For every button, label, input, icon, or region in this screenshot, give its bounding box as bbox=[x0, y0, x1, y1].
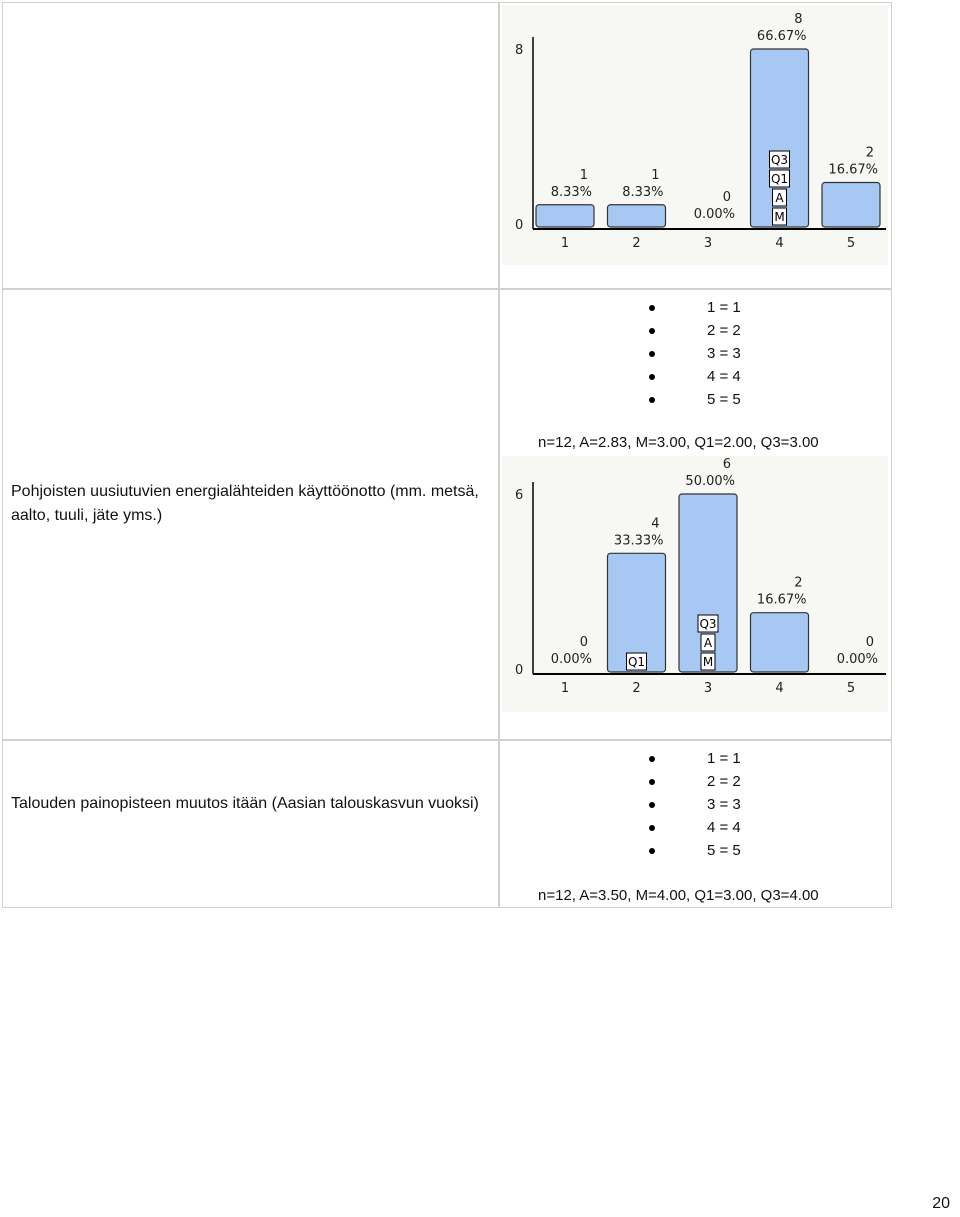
row3-legend bbox=[707, 747, 741, 862]
x-tick-label: 2 bbox=[632, 236, 641, 251]
row3-answer-cell bbox=[499, 740, 892, 908]
x-tick-label: 4 bbox=[775, 236, 784, 251]
bar-percent-label: 66.67% bbox=[756, 29, 807, 44]
legend-item: 4 = 4 bbox=[707, 365, 741, 388]
legend-item: 1 = 1 bbox=[707, 296, 741, 319]
bullet-icon bbox=[649, 351, 655, 357]
x-tick-label: 1 bbox=[560, 236, 570, 251]
stat-marker-label: M bbox=[702, 655, 714, 669]
bullet-icon bbox=[649, 825, 655, 831]
bar-count-label: 0 bbox=[865, 635, 874, 650]
bar-count-label: 2 bbox=[794, 575, 803, 591]
row2-legend bbox=[707, 296, 741, 411]
bar-count-label: 1 bbox=[651, 167, 660, 183]
bullet-icon bbox=[649, 779, 655, 785]
bullet-icon bbox=[649, 328, 655, 334]
bar-count-label: 1 bbox=[579, 167, 588, 183]
bar-percent-label: 8.33% bbox=[622, 184, 664, 200]
chart-2-svg bbox=[502, 456, 888, 712]
row2-answer-cell bbox=[499, 289, 892, 740]
row2-question-cell bbox=[2, 289, 499, 740]
bullet-icon bbox=[649, 305, 655, 311]
bar-count-label: 2 bbox=[865, 145, 874, 161]
stat-marker-label: Q3 bbox=[770, 153, 789, 167]
bullet-icon bbox=[649, 374, 655, 380]
bar bbox=[751, 613, 809, 672]
x-tick-label: 5 bbox=[846, 681, 856, 696]
row3-question-text: Talouden painopisteen muutos itään (Aasian talouskasvun vuoksi) bbox=[11, 795, 479, 812]
x-tick-label: 1 bbox=[560, 681, 570, 696]
bar bbox=[536, 205, 594, 227]
bar-percent-label: 0.00% bbox=[550, 652, 592, 667]
bar-percent-label: 16.67% bbox=[828, 162, 878, 178]
row1-answer-cell bbox=[499, 2, 892, 289]
legend-item: 3 = 3 bbox=[707, 793, 741, 816]
legend-item: 4 = 4 bbox=[707, 816, 741, 839]
bar-percent-label: 0.00% bbox=[836, 652, 878, 667]
bar-percent-label: 50.00% bbox=[685, 474, 735, 489]
bar-percent-label: 33.33% bbox=[613, 533, 664, 549]
stat-marker-label: Q3 bbox=[699, 617, 717, 631]
row3-question-cell bbox=[2, 740, 499, 908]
bullet-icon bbox=[649, 756, 655, 762]
legend-item: 1 = 1 bbox=[707, 747, 741, 770]
chart-1-svg bbox=[502, 5, 888, 265]
stat-marker-label: Q1 bbox=[627, 655, 646, 669]
legend-item: 2 = 2 bbox=[707, 319, 741, 342]
y-min-label: 0 bbox=[515, 218, 524, 233]
stat-marker-label: Q1 bbox=[770, 172, 789, 186]
bar-percent-label: 0.00% bbox=[693, 207, 735, 222]
bar bbox=[822, 183, 880, 228]
stat-marker-label: M bbox=[774, 210, 785, 224]
x-tick-label: 2 bbox=[632, 681, 641, 696]
y-min-label: 0 bbox=[515, 663, 524, 678]
page-number: 20 bbox=[932, 1195, 950, 1212]
x-tick-label: 3 bbox=[703, 236, 713, 251]
stat-marker-label: A bbox=[775, 191, 784, 205]
bullet-icon bbox=[649, 848, 655, 854]
bar bbox=[608, 205, 666, 227]
bar-percent-label: 16.67% bbox=[756, 592, 807, 608]
bar-count-label: 0 bbox=[722, 190, 731, 205]
legend-item: 5 = 5 bbox=[707, 839, 741, 862]
y-max-label: 6 bbox=[515, 488, 524, 503]
y-max-label: 8 bbox=[515, 43, 524, 58]
bar-count-label: 6 bbox=[722, 457, 731, 472]
chart-2 bbox=[502, 456, 888, 712]
row3-stats: n=12, A=3.50, M=4.00, Q1=3.00, Q3=4.00 bbox=[538, 887, 819, 904]
x-tick-label: 5 bbox=[846, 236, 856, 251]
legend-item: 3 = 3 bbox=[707, 342, 741, 365]
row2-stats: n=12, A=2.83, M=3.00, Q1=2.00, Q3=3.00 bbox=[538, 434, 819, 451]
x-tick-label: 3 bbox=[703, 681, 713, 696]
bar-percent-label: 8.33% bbox=[550, 184, 592, 200]
bar-count-label: 0 bbox=[579, 635, 588, 650]
stat-marker-label: A bbox=[703, 636, 713, 650]
bar-count-label: 8 bbox=[794, 12, 803, 27]
bullet-icon bbox=[649, 397, 655, 403]
chart-1 bbox=[502, 5, 888, 265]
bullet-icon bbox=[649, 802, 655, 808]
legend-item: 2 = 2 bbox=[707, 770, 741, 793]
x-tick-label: 4 bbox=[775, 681, 784, 696]
row1-question-cell bbox=[2, 2, 499, 289]
bar-count-label: 4 bbox=[651, 516, 660, 532]
row2-question-text: Pohjoisten uusiutuvien energialähteiden käyttöönotto (mm. metsä, aalto, tuuli, jäte yms.) bbox=[11, 483, 479, 524]
legend-item: 5 = 5 bbox=[707, 388, 741, 411]
